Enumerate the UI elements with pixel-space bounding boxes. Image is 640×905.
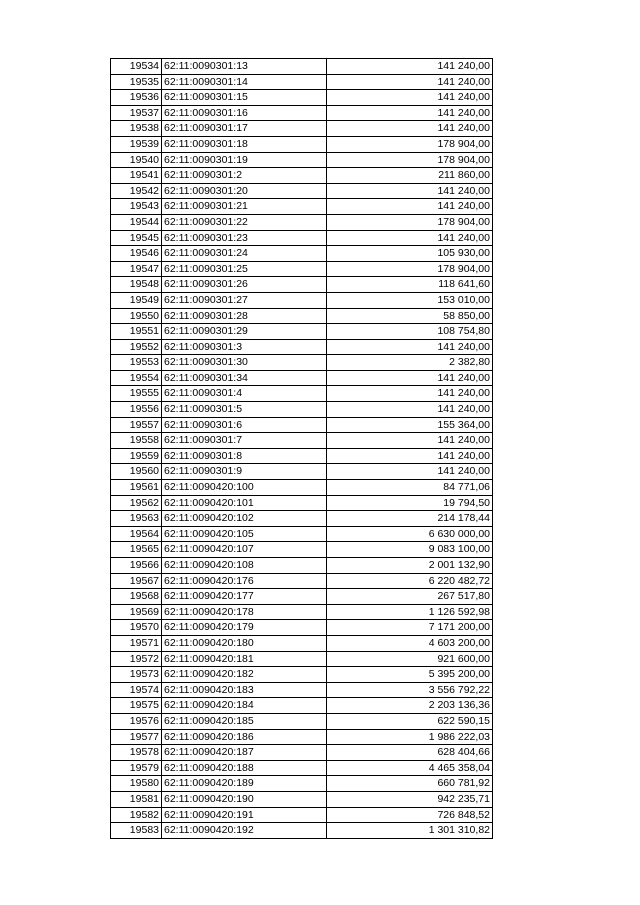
cadastral-number-cell: 62:11:0090301:4 <box>162 386 327 402</box>
table-row <box>111 105 493 121</box>
row-number-cell: 19560 <box>111 464 162 480</box>
table-row <box>111 760 493 776</box>
cadastral-value-cell: 141 240,00 <box>327 199 493 215</box>
cadastral-value-cell: 1 126 592,98 <box>327 604 493 620</box>
table-row <box>111 480 493 496</box>
table-row <box>111 791 493 807</box>
table-row <box>111 698 493 714</box>
table-row <box>111 386 493 402</box>
cadastral-number-cell: 62:11:0090301:20 <box>162 183 327 199</box>
cadastral-number-cell: 62:11:0090301:23 <box>162 230 327 246</box>
cadastral-number-cell: 62:11:0090301:30 <box>162 355 327 371</box>
row-number-cell: 19541 <box>111 168 162 184</box>
row-number-cell: 19556 <box>111 402 162 418</box>
table-row <box>111 168 493 184</box>
cadastral-number-cell: 62:11:0090420:187 <box>162 745 327 761</box>
cadastral-value-cell: 660 781,92 <box>327 776 493 792</box>
table-row <box>111 542 493 558</box>
cadastral-value-cell: 141 240,00 <box>327 90 493 106</box>
table-row <box>111 261 493 277</box>
row-number-cell: 19571 <box>111 635 162 651</box>
row-number-cell: 19550 <box>111 308 162 324</box>
table-row <box>111 417 493 433</box>
cadastral-value-table <box>110 58 493 839</box>
row-number-cell: 19559 <box>111 448 162 464</box>
cadastral-number-cell: 62:11:0090420:108 <box>162 558 327 574</box>
row-number-cell: 19557 <box>111 417 162 433</box>
table-row <box>111 713 493 729</box>
table-row <box>111 635 493 651</box>
cadastral-number-cell: 62:11:0090420:192 <box>162 823 327 839</box>
cadastral-number-cell: 62:11:0090301:3 <box>162 339 327 355</box>
cadastral-number-cell: 62:11:0090301:18 <box>162 136 327 152</box>
table-row <box>111 807 493 823</box>
table-row <box>111 246 493 262</box>
cadastral-number-cell: 62:11:0090301:21 <box>162 199 327 215</box>
table-row <box>111 292 493 308</box>
row-number-cell: 19567 <box>111 573 162 589</box>
cadastral-number-cell: 62:11:0090301:7 <box>162 433 327 449</box>
table-row <box>111 199 493 215</box>
cadastral-number-cell: 62:11:0090301:16 <box>162 105 327 121</box>
row-number-cell: 19540 <box>111 152 162 168</box>
cadastral-number-cell: 62:11:0090420:190 <box>162 791 327 807</box>
cadastral-number-cell: 62:11:0090301:24 <box>162 246 327 262</box>
row-number-cell: 19581 <box>111 791 162 807</box>
row-number-cell: 19572 <box>111 651 162 667</box>
cadastral-value-cell: 2 001 132,90 <box>327 558 493 574</box>
cadastral-number-cell: 62:11:0090301:5 <box>162 402 327 418</box>
row-number-cell: 19552 <box>111 339 162 355</box>
cadastral-number-cell: 62:11:0090420:185 <box>162 713 327 729</box>
row-number-cell: 19549 <box>111 292 162 308</box>
row-number-cell: 19538 <box>111 121 162 137</box>
row-number-cell: 19547 <box>111 261 162 277</box>
table-row <box>111 136 493 152</box>
cadastral-number-cell: 62:11:0090301:25 <box>162 261 327 277</box>
table-row <box>111 433 493 449</box>
row-number-cell: 19573 <box>111 667 162 683</box>
row-number-cell: 19546 <box>111 246 162 262</box>
table-row <box>111 589 493 605</box>
cadastral-value-cell: 622 590,15 <box>327 713 493 729</box>
cadastral-number-cell: 62:11:0090420:179 <box>162 620 327 636</box>
table-row <box>111 745 493 761</box>
table-row <box>111 667 493 683</box>
cadastral-number-cell: 62:11:0090301:26 <box>162 277 327 293</box>
cadastral-value-cell: 2 203 136,36 <box>327 698 493 714</box>
cadastral-value-cell: 3 556 792,22 <box>327 682 493 698</box>
cadastral-value-cell: 141 240,00 <box>327 402 493 418</box>
row-number-cell: 19534 <box>111 59 162 75</box>
cadastral-value-cell: 118 641,60 <box>327 277 493 293</box>
row-number-cell: 19578 <box>111 745 162 761</box>
cadastral-value-cell: 84 771,06 <box>327 480 493 496</box>
table-row <box>111 464 493 480</box>
table-row <box>111 511 493 527</box>
row-number-cell: 19543 <box>111 199 162 215</box>
row-number-cell: 19535 <box>111 74 162 90</box>
row-number-cell: 19564 <box>111 526 162 542</box>
row-number-cell: 19566 <box>111 558 162 574</box>
table-row <box>111 558 493 574</box>
cadastral-number-cell: 62:11:0090420:189 <box>162 776 327 792</box>
cadastral-value-cell: 4 465 358,04 <box>327 760 493 776</box>
row-number-cell: 19580 <box>111 776 162 792</box>
table-row <box>111 620 493 636</box>
table-row <box>111 682 493 698</box>
row-number-cell: 19551 <box>111 324 162 340</box>
table-row <box>111 230 493 246</box>
cadastral-value-cell: 211 860,00 <box>327 168 493 184</box>
cadastral-number-cell: 62:11:0090420:102 <box>162 511 327 527</box>
cadastral-number-cell: 62:11:0090420:180 <box>162 635 327 651</box>
row-number-cell: 19554 <box>111 370 162 386</box>
row-number-cell: 19562 <box>111 495 162 511</box>
cadastral-value-cell: 19 794,50 <box>327 495 493 511</box>
cadastral-number-cell: 62:11:0090420:188 <box>162 760 327 776</box>
cadastral-number-cell: 62:11:0090420:182 <box>162 667 327 683</box>
row-number-cell: 19555 <box>111 386 162 402</box>
cadastral-value-cell: 267 517,80 <box>327 589 493 605</box>
cadastral-number-cell: 62:11:0090301:29 <box>162 324 327 340</box>
cadastral-value-cell: 2 382,80 <box>327 355 493 371</box>
cadastral-value-cell: 141 240,00 <box>327 370 493 386</box>
row-number-cell: 19537 <box>111 105 162 121</box>
table-row <box>111 495 493 511</box>
table-row <box>111 573 493 589</box>
table-row <box>111 402 493 418</box>
cadastral-number-cell: 62:11:0090301:6 <box>162 417 327 433</box>
cadastral-value-cell: 141 240,00 <box>327 183 493 199</box>
table-row <box>111 277 493 293</box>
cadastral-value-cell: 141 240,00 <box>327 121 493 137</box>
row-number-cell: 19568 <box>111 589 162 605</box>
row-number-cell: 19548 <box>111 277 162 293</box>
row-number-cell: 19553 <box>111 355 162 371</box>
cadastral-number-cell: 62:11:0090420:101 <box>162 495 327 511</box>
table-row <box>111 121 493 137</box>
table-row <box>111 308 493 324</box>
cadastral-value-cell: 178 904,00 <box>327 136 493 152</box>
table-row <box>111 370 493 386</box>
cadastral-value-cell: 58 850,00 <box>327 308 493 324</box>
table-row <box>111 526 493 542</box>
cadastral-value-cell: 5 395 200,00 <box>327 667 493 683</box>
cadastral-number-cell: 62:11:0090420:176 <box>162 573 327 589</box>
cadastral-value-cell: 4 603 200,00 <box>327 635 493 651</box>
cadastral-value-cell: 178 904,00 <box>327 261 493 277</box>
cadastral-number-cell: 62:11:0090301:9 <box>162 464 327 480</box>
cadastral-number-cell: 62:11:0090420:186 <box>162 729 327 745</box>
row-number-cell: 19574 <box>111 682 162 698</box>
cadastral-number-cell: 62:11:0090301:15 <box>162 90 327 106</box>
cadastral-number-cell: 62:11:0090420:178 <box>162 604 327 620</box>
table-row <box>111 776 493 792</box>
cadastral-value-cell: 105 930,00 <box>327 246 493 262</box>
cadastral-number-cell: 62:11:0090301:34 <box>162 370 327 386</box>
table-row <box>111 183 493 199</box>
row-number-cell: 19575 <box>111 698 162 714</box>
cadastral-number-cell: 62:11:0090301:19 <box>162 152 327 168</box>
cadastral-value-cell: 141 240,00 <box>327 339 493 355</box>
table-row <box>111 59 493 75</box>
row-number-cell: 19565 <box>111 542 162 558</box>
row-number-cell: 19579 <box>111 760 162 776</box>
cadastral-number-cell: 62:11:0090420:181 <box>162 651 327 667</box>
cadastral-value-cell: 6 220 482,72 <box>327 573 493 589</box>
row-number-cell: 19542 <box>111 183 162 199</box>
cadastral-number-cell: 62:11:0090420:107 <box>162 542 327 558</box>
cadastral-value-cell: 178 904,00 <box>327 214 493 230</box>
cadastral-value-cell: 726 848,52 <box>327 807 493 823</box>
cadastral-value-cell: 141 240,00 <box>327 433 493 449</box>
row-number-cell: 19544 <box>111 214 162 230</box>
cadastral-value-cell: 108 754,80 <box>327 324 493 340</box>
cadastral-value-cell: 141 240,00 <box>327 59 493 75</box>
row-number-cell: 19563 <box>111 511 162 527</box>
row-number-cell: 19536 <box>111 90 162 106</box>
cadastral-value-cell: 628 404,66 <box>327 745 493 761</box>
table-row <box>111 823 493 839</box>
cadastral-value-cell: 141 240,00 <box>327 464 493 480</box>
row-number-cell: 19577 <box>111 729 162 745</box>
cadastral-value-cell: 141 240,00 <box>327 448 493 464</box>
row-number-cell: 19576 <box>111 713 162 729</box>
table-row <box>111 729 493 745</box>
table-row <box>111 324 493 340</box>
row-number-cell: 19539 <box>111 136 162 152</box>
cadastral-number-cell: 62:11:0090420:105 <box>162 526 327 542</box>
cadastral-value-cell: 942 235,71 <box>327 791 493 807</box>
cadastral-number-cell: 62:11:0090420:177 <box>162 589 327 605</box>
cadastral-value-cell: 9 083 100,00 <box>327 542 493 558</box>
table-body <box>111 59 493 839</box>
table-row <box>111 74 493 90</box>
cadastral-number-cell: 62:11:0090420:191 <box>162 807 327 823</box>
table-row <box>111 214 493 230</box>
cadastral-value-cell: 155 364,00 <box>327 417 493 433</box>
cadastral-value-cell: 6 630 000,00 <box>327 526 493 542</box>
table-row <box>111 355 493 371</box>
table-row <box>111 152 493 168</box>
cadastral-number-cell: 62:11:0090420:100 <box>162 480 327 496</box>
row-number-cell: 19570 <box>111 620 162 636</box>
cadastral-number-cell: 62:11:0090301:22 <box>162 214 327 230</box>
row-number-cell: 19582 <box>111 807 162 823</box>
cadastral-number-cell: 62:11:0090301:14 <box>162 74 327 90</box>
cadastral-value-cell: 141 240,00 <box>327 74 493 90</box>
cadastral-value-cell: 7 171 200,00 <box>327 620 493 636</box>
cadastral-number-cell: 62:11:0090301:27 <box>162 292 327 308</box>
cadastral-value-cell: 153 010,00 <box>327 292 493 308</box>
cadastral-value-cell: 1 301 310,82 <box>327 823 493 839</box>
cadastral-value-cell: 214 178,44 <box>327 511 493 527</box>
table-row <box>111 448 493 464</box>
cadastral-value-cell: 921 600,00 <box>327 651 493 667</box>
row-number-cell: 19569 <box>111 604 162 620</box>
cadastral-number-cell: 62:11:0090420:184 <box>162 698 327 714</box>
row-number-cell: 19561 <box>111 480 162 496</box>
row-number-cell: 19583 <box>111 823 162 839</box>
row-number-cell: 19558 <box>111 433 162 449</box>
cadastral-number-cell: 62:11:0090301:2 <box>162 168 327 184</box>
cadastral-number-cell: 62:11:0090301:17 <box>162 121 327 137</box>
table-row <box>111 604 493 620</box>
cadastral-number-cell: 62:11:0090301:8 <box>162 448 327 464</box>
table-row <box>111 339 493 355</box>
table-row <box>111 90 493 106</box>
cadastral-value-cell: 141 240,00 <box>327 105 493 121</box>
cadastral-value-cell: 141 240,00 <box>327 386 493 402</box>
cadastral-value-cell: 1 986 222,03 <box>327 729 493 745</box>
cadastral-value-cell: 141 240,00 <box>327 230 493 246</box>
cadastral-number-cell: 62:11:0090301:28 <box>162 308 327 324</box>
cadastral-number-cell: 62:11:0090301:13 <box>162 59 327 75</box>
row-number-cell: 19545 <box>111 230 162 246</box>
table-row <box>111 651 493 667</box>
cadastral-value-cell: 178 904,00 <box>327 152 493 168</box>
cadastral-number-cell: 62:11:0090420:183 <box>162 682 327 698</box>
